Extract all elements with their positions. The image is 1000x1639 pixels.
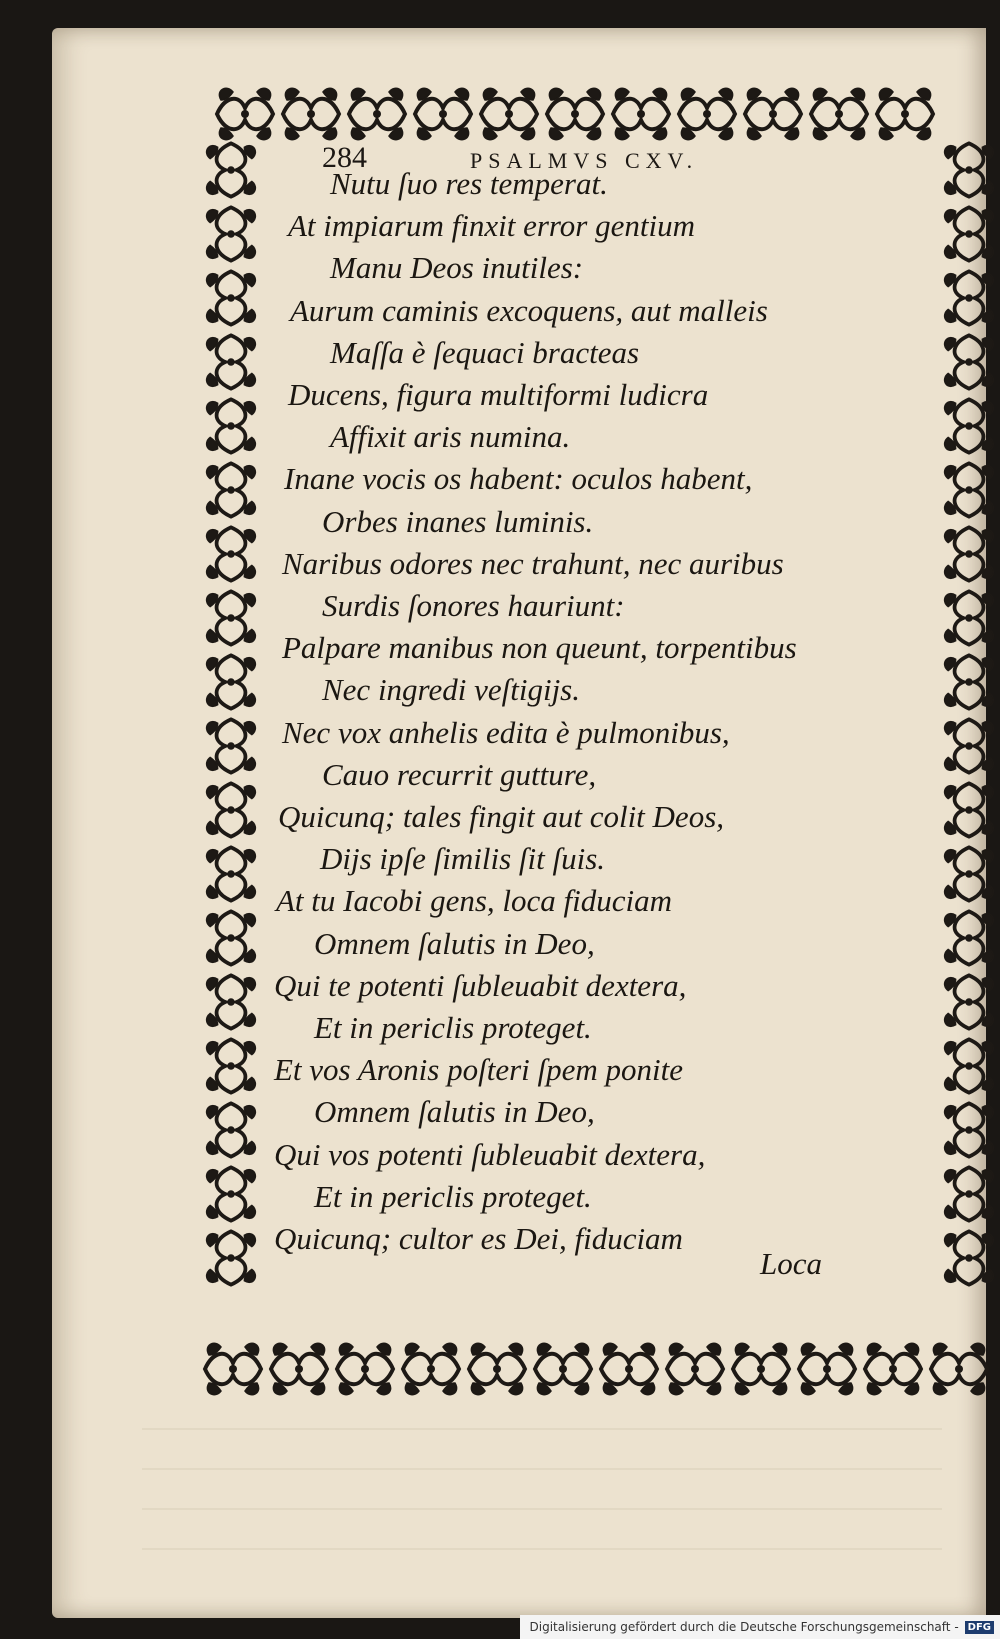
verse-line: Omnem ſalutis in Deo, xyxy=(314,1094,595,1130)
verse-line: Omnem ſalutis in Deo, xyxy=(314,925,595,961)
verse-line: Nec ingredi veſtigijs. xyxy=(322,672,580,708)
verse-line: At impiarum finxit error gentium xyxy=(288,208,695,244)
verse-line: Aurum caminis excoquens, aut malleis xyxy=(290,292,768,328)
verse-line: Manu Deos inutiles: xyxy=(330,250,584,286)
bleed-through-line xyxy=(142,1428,942,1430)
ornament-band-left xyxy=(200,138,262,1338)
ornament-svg xyxy=(212,78,1000,150)
credit-text: Digitalisierung gefördert durch die Deutsche Forschungsgemeinschaft - xyxy=(529,1620,959,1634)
verse-line: Et in periclis proteget. xyxy=(314,1010,592,1045)
verse-line: Et in periclis proteget. xyxy=(314,1178,592,1214)
verse-line: Palpare manibus non queunt, torpentibus xyxy=(282,630,797,666)
ornament-band-bottom xyxy=(200,1333,1000,1405)
verse-line: Naribus odores nec trahunt, nec auribus xyxy=(282,545,784,581)
page-number: 284 xyxy=(322,141,367,174)
verse-line: Inane vocis os habent: oculos habent, xyxy=(284,461,753,497)
verse-line: At tu Iacobi gens, loca fiduciam xyxy=(276,883,673,919)
verse-line: Cauo recurrit gutture, xyxy=(322,756,597,792)
digitization-credit xyxy=(520,1615,1000,1639)
ornament-svg xyxy=(200,1333,1000,1405)
ornament-svg xyxy=(938,138,1000,1338)
verse-line: Et vos Aronis poſteri ſpem ponite xyxy=(274,1052,683,1088)
verse-line: Nutu ſuo res temperat. xyxy=(330,166,608,201)
verse-line: Affixit aris numina. xyxy=(330,419,571,455)
bleed-through-line xyxy=(142,1508,942,1510)
verse-line: Quicunq; tales fingit aut colit Deos, xyxy=(278,799,725,834)
bleed-through-line xyxy=(142,1548,942,1550)
verse-line: Qui vos potenti ſubleuabit dextera, xyxy=(274,1136,706,1172)
verse-line: Ducens, figura multiformi ludicra xyxy=(288,377,709,412)
running-head: PSALMVS CXV. xyxy=(470,148,699,173)
verse-line: Nec vox anhelis edita è pulmonibus, xyxy=(282,714,730,750)
dfg-logo: DFG xyxy=(965,1621,994,1634)
catchword: Loca xyxy=(760,1246,822,1281)
verse-line: Dijs ipſe ſimilis ſit ſuis. xyxy=(320,841,606,877)
verse-line: Orbes inanes luminis. xyxy=(322,503,594,539)
verse-line: Surdis ſonores hauriunt: xyxy=(322,588,625,623)
ornament-band-top xyxy=(212,78,1000,150)
ornament-band-right xyxy=(938,138,1000,1338)
verse-line: Quicunq; cultor es Dei, fiduciam xyxy=(274,1221,683,1256)
ornament-svg xyxy=(200,138,262,1338)
verse-line: Maſſa è ſequaci bracteas xyxy=(330,334,640,370)
verse-line: Qui te potenti ſubleuabit dextera, xyxy=(274,967,687,1003)
bleed-through-line xyxy=(142,1468,942,1470)
